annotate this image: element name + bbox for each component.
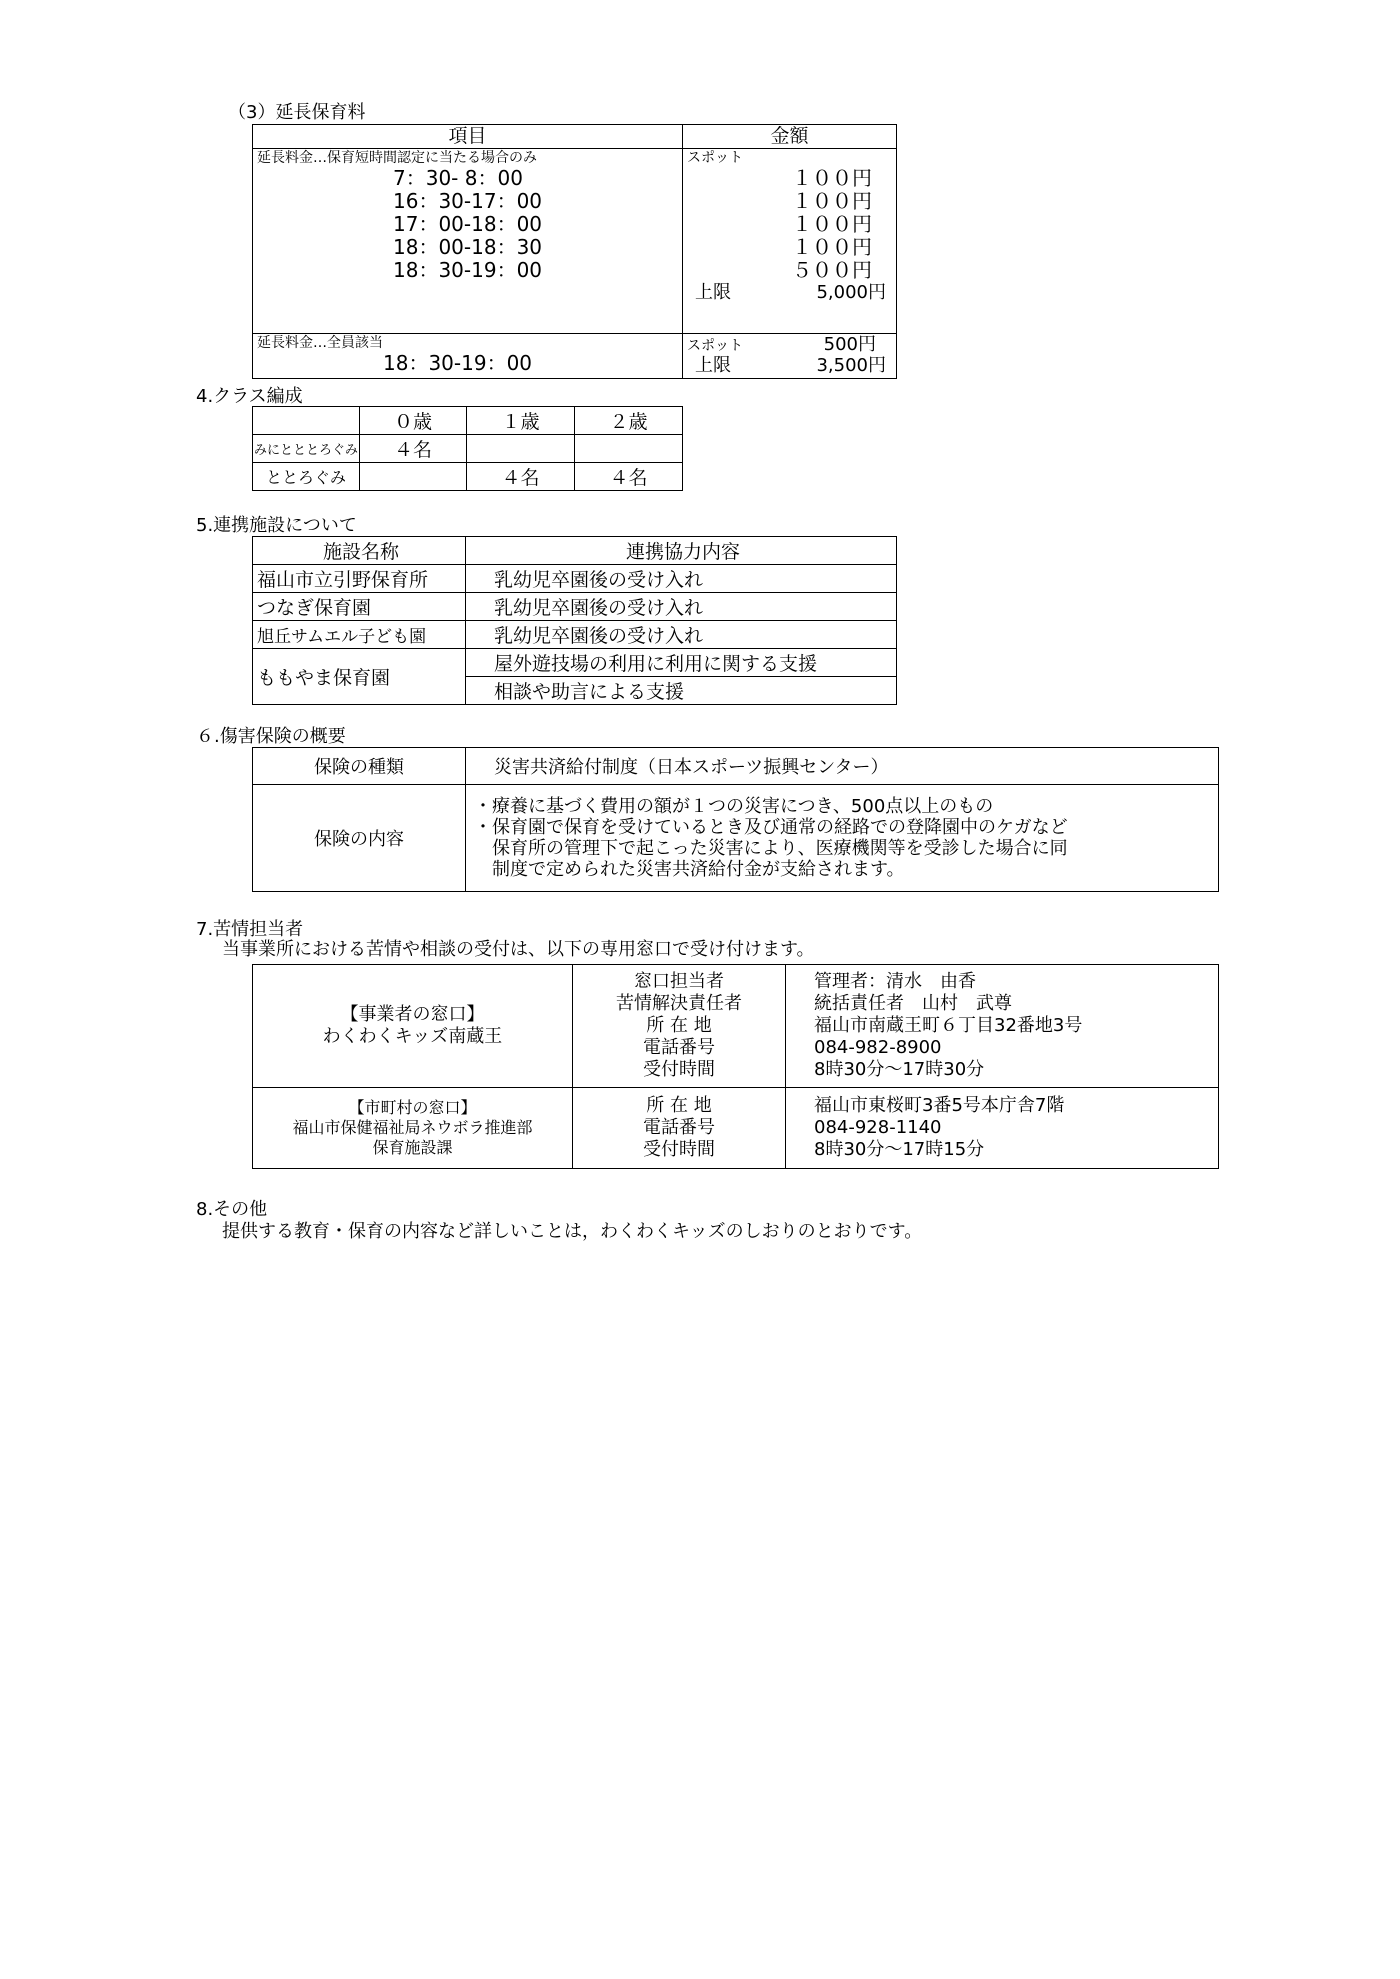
municipal-window-cell xyxy=(253,1088,573,1169)
section8-title: 8.その他 xyxy=(196,1199,268,1220)
contact-label: 所 在 地 xyxy=(646,1095,712,1116)
cap-label: 上限 xyxy=(695,282,731,303)
contact-label: 所 在 地 xyxy=(646,1015,712,1036)
business-window-values xyxy=(786,965,1219,1088)
contact-value: 084-982-8900 xyxy=(814,1037,942,1058)
class-count: ４名 xyxy=(360,435,467,463)
class-count: ４名 xyxy=(575,463,683,491)
municipal-window-dept: 福山市保健福祉局ネウボラ推進部 xyxy=(292,1118,533,1137)
complaint-intro: 当事業所における苦情や相談の受付は、以下の専用窓口で受け付けます。 xyxy=(222,939,815,960)
contact-value: 福山市東桜町3番5号本庁舎7階 xyxy=(814,1095,1065,1116)
contact-value: 統括責任者 山村 武尊 xyxy=(814,993,1012,1014)
contact-label: 受付時間 xyxy=(643,1059,715,1080)
municipal-window-values xyxy=(786,1088,1219,1169)
class-count xyxy=(467,435,575,463)
cap-value: 5,000円 xyxy=(816,282,886,303)
municipal-window-section: 保育施設課 xyxy=(372,1138,453,1157)
time-slot: 18：30-19：00 xyxy=(393,258,543,282)
extension-short-amount-cell xyxy=(683,149,897,334)
cap-value: 3,500円 xyxy=(816,355,886,376)
contact-value: 8時30分～17時30分 xyxy=(814,1059,985,1080)
time-slot: 16：30-17：00 xyxy=(393,189,543,213)
contact-label: 電話番号 xyxy=(643,1037,715,1058)
insurance-type-label: 保険の種類 xyxy=(253,748,466,785)
col-amount-header: 金額 xyxy=(683,125,897,149)
cooperation-content: 乳幼児卒園後の受け入れ xyxy=(466,593,897,621)
cap-label: 上限 xyxy=(695,355,731,376)
insurance-table xyxy=(252,747,1219,892)
contact-value: 福山市南蔵王町６丁目32番地3号 xyxy=(814,1015,1083,1036)
time-slot: 18：30-19：00 xyxy=(383,351,533,375)
spot-label: スポット xyxy=(687,150,743,166)
section5-title: 5.連携施設について xyxy=(196,515,357,536)
class-name: ととろぐみ xyxy=(253,463,360,491)
contact-label: 電話番号 xyxy=(643,1117,715,1138)
section7-title: 7.苦情担当者 xyxy=(196,919,304,940)
time-slot: 18：00-18：30 xyxy=(393,235,543,259)
time-slot: 17：00-18：00 xyxy=(393,212,543,236)
business-window-name: わくわくキッズ南蔵王 xyxy=(322,1026,503,1047)
contact-value: 管理者：清水 由香 xyxy=(814,971,976,992)
age-header: １歳 xyxy=(467,407,575,435)
insurance-content-line: 制度で定められた災害共済給付金が支給されます。 xyxy=(474,859,905,880)
facility-name: 福山市立引野保育所 xyxy=(253,565,466,593)
facility-name: ももやま保育園 xyxy=(253,649,466,705)
extension-short-label: 延長料金…保育短時間認定に当たる場合のみ xyxy=(257,150,537,166)
age-header: ０歳 xyxy=(360,407,467,435)
section6-title: ６.傷害保険の概要 xyxy=(196,726,346,747)
business-window-labels xyxy=(573,965,786,1088)
municipal-window-title: 【市町村の窓口】 xyxy=(348,1098,477,1117)
insurance-content-label: 保険の内容 xyxy=(253,785,466,892)
extension-fee-table xyxy=(252,124,897,379)
extension-all-amount-cell xyxy=(683,334,897,379)
insurance-content-cell xyxy=(466,785,1219,892)
insurance-content-line: 保育所の管理下で起こった災害により、医療機関等を受診した場合に同 xyxy=(474,838,1068,859)
extension-short-cell xyxy=(253,149,683,334)
extension-all-cell xyxy=(253,334,683,379)
insurance-content-line: ・療養に基づく費用の額が１つの災害につき、500点以上のもの xyxy=(474,796,994,817)
class-table xyxy=(252,406,683,491)
class-name: みにとととろぐみ xyxy=(253,435,360,463)
extension-all-label: 延長料金…全員該当 xyxy=(257,335,383,351)
price: １００円 xyxy=(792,166,872,190)
class-count xyxy=(575,435,683,463)
price: １００円 xyxy=(792,212,872,236)
facility-name: つなぎ保育園 xyxy=(253,593,466,621)
contact-label: 受付時間 xyxy=(643,1139,715,1160)
insurance-content-line: ・保育園で保育を受けているとき及び通常の経路での登降園中のケガなど xyxy=(474,817,1068,838)
contact-label: 窓口担当者 xyxy=(634,971,724,992)
section4-title: 4.クラス編成 xyxy=(196,386,303,407)
insurance-type-value: 災害共済給付制度（日本スポーツ振興センター） xyxy=(466,748,1219,785)
col-item-header: 項目 xyxy=(253,125,683,149)
time-slot: 7：30- 8：00 xyxy=(393,166,523,190)
class-table-corner xyxy=(253,407,360,435)
cooperation-content: 屋外遊技場の利用に利用に関する支援 xyxy=(466,649,897,677)
cooperation-content: 乳幼児卒園後の受け入れ xyxy=(466,621,897,649)
contact-label: 苦情解決責任者 xyxy=(616,993,742,1014)
price: １００円 xyxy=(792,189,872,213)
contact-value: 8時30分～17時15分 xyxy=(814,1139,985,1160)
cooperation-content: 相談や助言による支援 xyxy=(466,677,897,705)
cooperation-content-header: 連携協力内容 xyxy=(466,537,897,565)
facility-name: 旭丘サムエル子ども園 xyxy=(253,621,466,649)
facility-name-header: 施設名称 xyxy=(253,537,466,565)
business-window-title: 【事業者の窓口】 xyxy=(340,1004,485,1025)
class-count xyxy=(360,463,467,491)
municipal-window-labels xyxy=(573,1088,786,1169)
age-header: ２歳 xyxy=(575,407,683,435)
business-window-cell xyxy=(253,965,573,1088)
class-count: ４名 xyxy=(467,463,575,491)
partner-facility-table xyxy=(252,536,897,705)
complaint-contact-table xyxy=(252,964,1219,1169)
price: １００円 xyxy=(792,235,872,259)
price: ５００円 xyxy=(792,258,872,282)
section3-title: （3）延長保育料 xyxy=(228,102,366,123)
spot-label: スポット xyxy=(687,338,743,354)
contact-value: 084-928-1140 xyxy=(814,1117,942,1138)
spot-value: 500円 xyxy=(823,334,876,355)
other-text: 提供する教育・保育の内容など詳しいことは，わくわくキッズのしおりのとおりです。 xyxy=(222,1221,923,1242)
cooperation-content: 乳幼児卒園後の受け入れ xyxy=(466,565,897,593)
